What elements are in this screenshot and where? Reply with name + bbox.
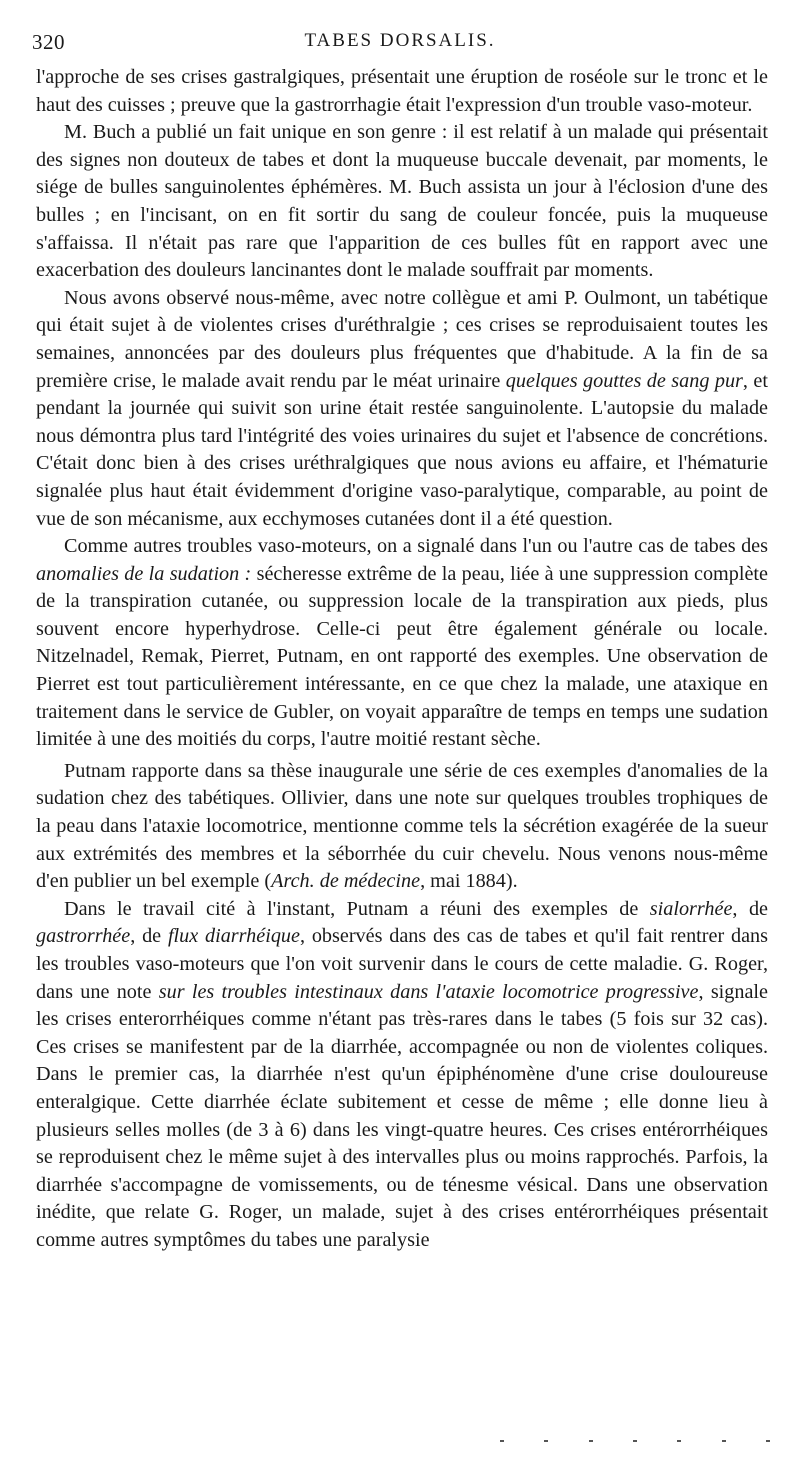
text-run: , et pendant la journée qui suivit son urine était restée sanguinolente. L'autopsie du malade nous démontra plus tard l'intégrité des voies urinaires du sujet et l'absence de concrétions. C'était donc bien à des crises uréthralgiques que nous avions eu affaire, et l'hématurie signalée plus haut était évidemment d'origine vaso-paralytique, comparable, au point de vue de son mécanisme, aux ecchymoses cutanées dont il a été question. bbox=[36, 369, 768, 530]
page-header bbox=[30, 30, 770, 60]
italic-text: quelques gouttes de sang pur bbox=[505, 369, 743, 392]
print-mark bbox=[589, 1440, 593, 1442]
italic-text: sur les troubles intestinaux dans l'ataxie locomotrice progressive bbox=[158, 980, 699, 1003]
print-mark bbox=[677, 1440, 681, 1442]
text-run: , de bbox=[130, 925, 168, 948]
text-run: Putnam rapporte dans sa thèse inaugurale une série de ces exemples d'anomalies de la sudation chez des tabétiques. Ollivier, dans une note sur quelques troubles trophiques de la peau dans l'ataxie locomotrice, mentionne comme tels la sécrétion exagérée de la sueur aux extrémités des membres et la séborrhée du cuir chevelu. Nous venons nous-même d'en publier un bel exemple ( bbox=[36, 759, 768, 893]
paragraph bbox=[36, 64, 768, 119]
text-run: Comme autres troubles vaso-moteurs, on a signalé dans l'un ou l'autre cas de tabes des bbox=[64, 535, 768, 558]
paragraph bbox=[36, 896, 768, 1255]
print-mark bbox=[544, 1440, 548, 1442]
italic-text: flux diarrhéique bbox=[167, 925, 300, 948]
text-run: , de bbox=[732, 897, 768, 920]
paragraph bbox=[36, 533, 768, 754]
italic-text: anomalies de la sudation : bbox=[36, 562, 252, 585]
text-run: , observés dans des cas de tabes et qu'il fait rentrer dans les troubles vaso-moteurs que l'on voit survenir dans le cours de cette maladie. G. Roger, dans une note bbox=[36, 925, 768, 1003]
text-run: Dans le travail cité à l'instant, Putnam a réuni des exemples de bbox=[64, 897, 650, 920]
text-run: sécheresse extrême de la peau, liée à une suppression complète de la transpiration cutanée, ou suppression locale de la transpiration aux pieds, plus souvent encore hyperhydrose. Celle-ci peut être également générale ou locale. Nitzelnadel, Remak, Pierret, Putnam, en ont rapporté des exemples. Une observation de Pierret est tout particulièrement intéressante, en ce que chez la malade, une ataxique en traitement dans le service de Gubler, on voyait apparaître de temps en temps une sudation limitée à une des moitiés du corps, l'autre moitié restant sèche. bbox=[36, 562, 768, 751]
paragraph bbox=[36, 119, 768, 285]
running-title: TABES DORSALIS. bbox=[304, 30, 496, 51]
italic-text: gastrorrhée bbox=[36, 925, 131, 948]
print-mark bbox=[766, 1440, 770, 1442]
page-number: 320 bbox=[32, 30, 65, 54]
print-mark bbox=[722, 1440, 726, 1442]
print-mark bbox=[500, 1440, 504, 1442]
paragraph bbox=[36, 285, 768, 533]
text-run: l'approche de ses crises gastralgiques, présentait une éruption de roséole sur le tronc et le haut des cuisses ; preuve que la gastrorrhagie était l'expression d'un trouble vaso-moteur. bbox=[36, 66, 768, 116]
footer-print-marks bbox=[500, 1436, 770, 1446]
print-mark bbox=[633, 1440, 637, 1442]
paragraph bbox=[36, 758, 768, 896]
italic-text: Arch. de médecine bbox=[271, 870, 421, 893]
text-run: , signale les crises enterorrhéiques comme n'étant pas très-rares dans le tabes (5 fois sur 32 cas). Ces crises se manifestent par de la diarrhée, accompagnée ou non de violentes coliques. Dans le premier cas, la diarrhée n'est qu'un épiphénomène d'une crise douloureuse enteralgique. Cette diarrhée éclate subitement et cesse de même ; elle donne lieu à plusieurs selles molles (de 3 à 6) dans les vingt-quatre heures. Ces crises entérorrhéiques se reproduisent chez le même sujet à des intervalles plus ou moins rapprochés. Parfois, la diarrhée s'accompagne de vomissements, ou de ténesme vésical. Dans une observation inédite, que relate G. Roger, un malade, sujet à des crises entérorrhéiques présentait comme autres symptômes du tabes une paralysie bbox=[36, 980, 768, 1251]
text-run: , mai 1884). bbox=[420, 870, 518, 893]
text-run: M. Buch a publié un fait unique en son genre : il est relatif à un malade qui présentait des signes non douteux de tabes et dont la muqueuse buccale devenait, par moments, le siége de bulles sanguinolentes éphémères. M. Buch assista un jour à l'éclosion d'une des bulles ; en l'incisant, on en fit sortir du sang de couleur foncée, puis la muqueuse s'affaissa. Il n'était pas rare que l'apparition de ces bulles fût en rapport avec une exacerbation des douleurs lancinantes dont le malade souffrait par moments. bbox=[36, 121, 768, 282]
body-text bbox=[36, 64, 768, 1255]
italic-text: sialorrhée bbox=[649, 897, 733, 920]
text-run: Nous avons observé nous-même, avec notre collègue et ami P. Oulmont, un tabétique qui était sujet à de violentes crises d'uréthralgie ; ces crises se reproduisaient toutes les semaines, annoncées par des douleurs plus fréquentes que d'habitude. A la fin de sa première crise, le malade avait rendu par le méat urinaire bbox=[36, 286, 768, 392]
